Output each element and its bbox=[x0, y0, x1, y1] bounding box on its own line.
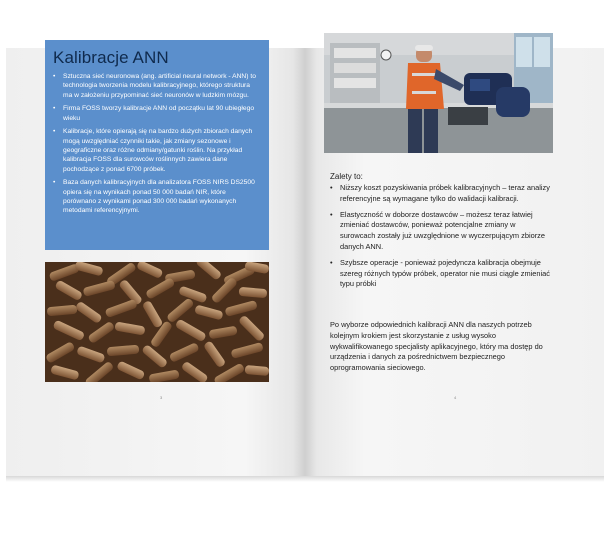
info-bullet: • Kalibracje, które opierają się na bardzo dużych zbiorach danych mogą uwzględniać czynniki takie, jak zmiany sezonowe i geograficzne oraz różne odmiany/gatunki roślin. Na przykład kalibracja FOSS dla surowców roślinnych zawiera dane pochodzące z ponad 6700 próbek. bbox=[53, 128, 253, 173]
technician-illustration bbox=[324, 33, 553, 153]
lab-photo bbox=[324, 33, 553, 153]
closing-paragraph: Po wyborze odpowiednich kalibracji ANN dla naszych potrzeb kolejnym krokiem jest skorzystanie z usług wysoko wykwalifikowanego specjalisty aplikacyjnego, który ma dostęp do urządzenia i danych za pośrednictwem bezpiecznego oprogramowania sieciowego. bbox=[330, 320, 543, 373]
brochure-shadow bbox=[6, 476, 604, 482]
benefit-item: • Elastyczność w doborze dostawców – możesz teraz łatwiej zmieniać dostawców, ponieważ potencjalne zmiany w surowcach zostały już uwzględnione w wyczerpującym zbiorze danych ANN. bbox=[330, 209, 545, 251]
page-number-right: 4 bbox=[454, 395, 457, 400]
info-bullet: • Baza danych kalibracyjnych dla analizatora FOSS NIRS DS2500 opiera się na wynikach ponad 50 000 badań NIR, które porównano z wynikami ponad 300 000 badań wykonanych metodami referencyjnymi. bbox=[53, 179, 255, 215]
benefits-title: Zalety to: bbox=[330, 172, 363, 181]
info-bullet-list bbox=[53, 72, 259, 216]
page-number-left: 3 bbox=[160, 395, 163, 400]
section-title: Kalibracje ANN bbox=[53, 48, 169, 67]
benefits-list bbox=[330, 183, 550, 295]
pellets-illustration bbox=[45, 262, 269, 382]
benefit-item: • Niższy koszt pozyskiwania próbek kalibracyjnych – teraz analizy referencyjne są wymagane tylko do walidacji kalibracji. bbox=[330, 183, 550, 203]
benefit-item: • Szybsze operacje - ponieważ pojedyncza kalibracja obejmuje szereg różnych typów próbek, operator nie musi ciągle zmieniać typu próbki bbox=[330, 257, 550, 289]
info-bullet: • Firma FOSS tworzy kalibracje ANN od początku lat 90 ubiegłego wieku bbox=[53, 105, 255, 122]
feed-pellets-image bbox=[45, 262, 269, 382]
wall-clock-icon bbox=[381, 50, 391, 60]
info-bullet: • Sztuczna sieć neuronowa (ang. artificial neural network - ANN) to technologia tworzenia modelu kalibracyjnego, którego struktura ma w założeniu przypominać sieć neuronów w ludzkim mózgu. bbox=[53, 73, 256, 99]
info-box bbox=[45, 40, 269, 250]
